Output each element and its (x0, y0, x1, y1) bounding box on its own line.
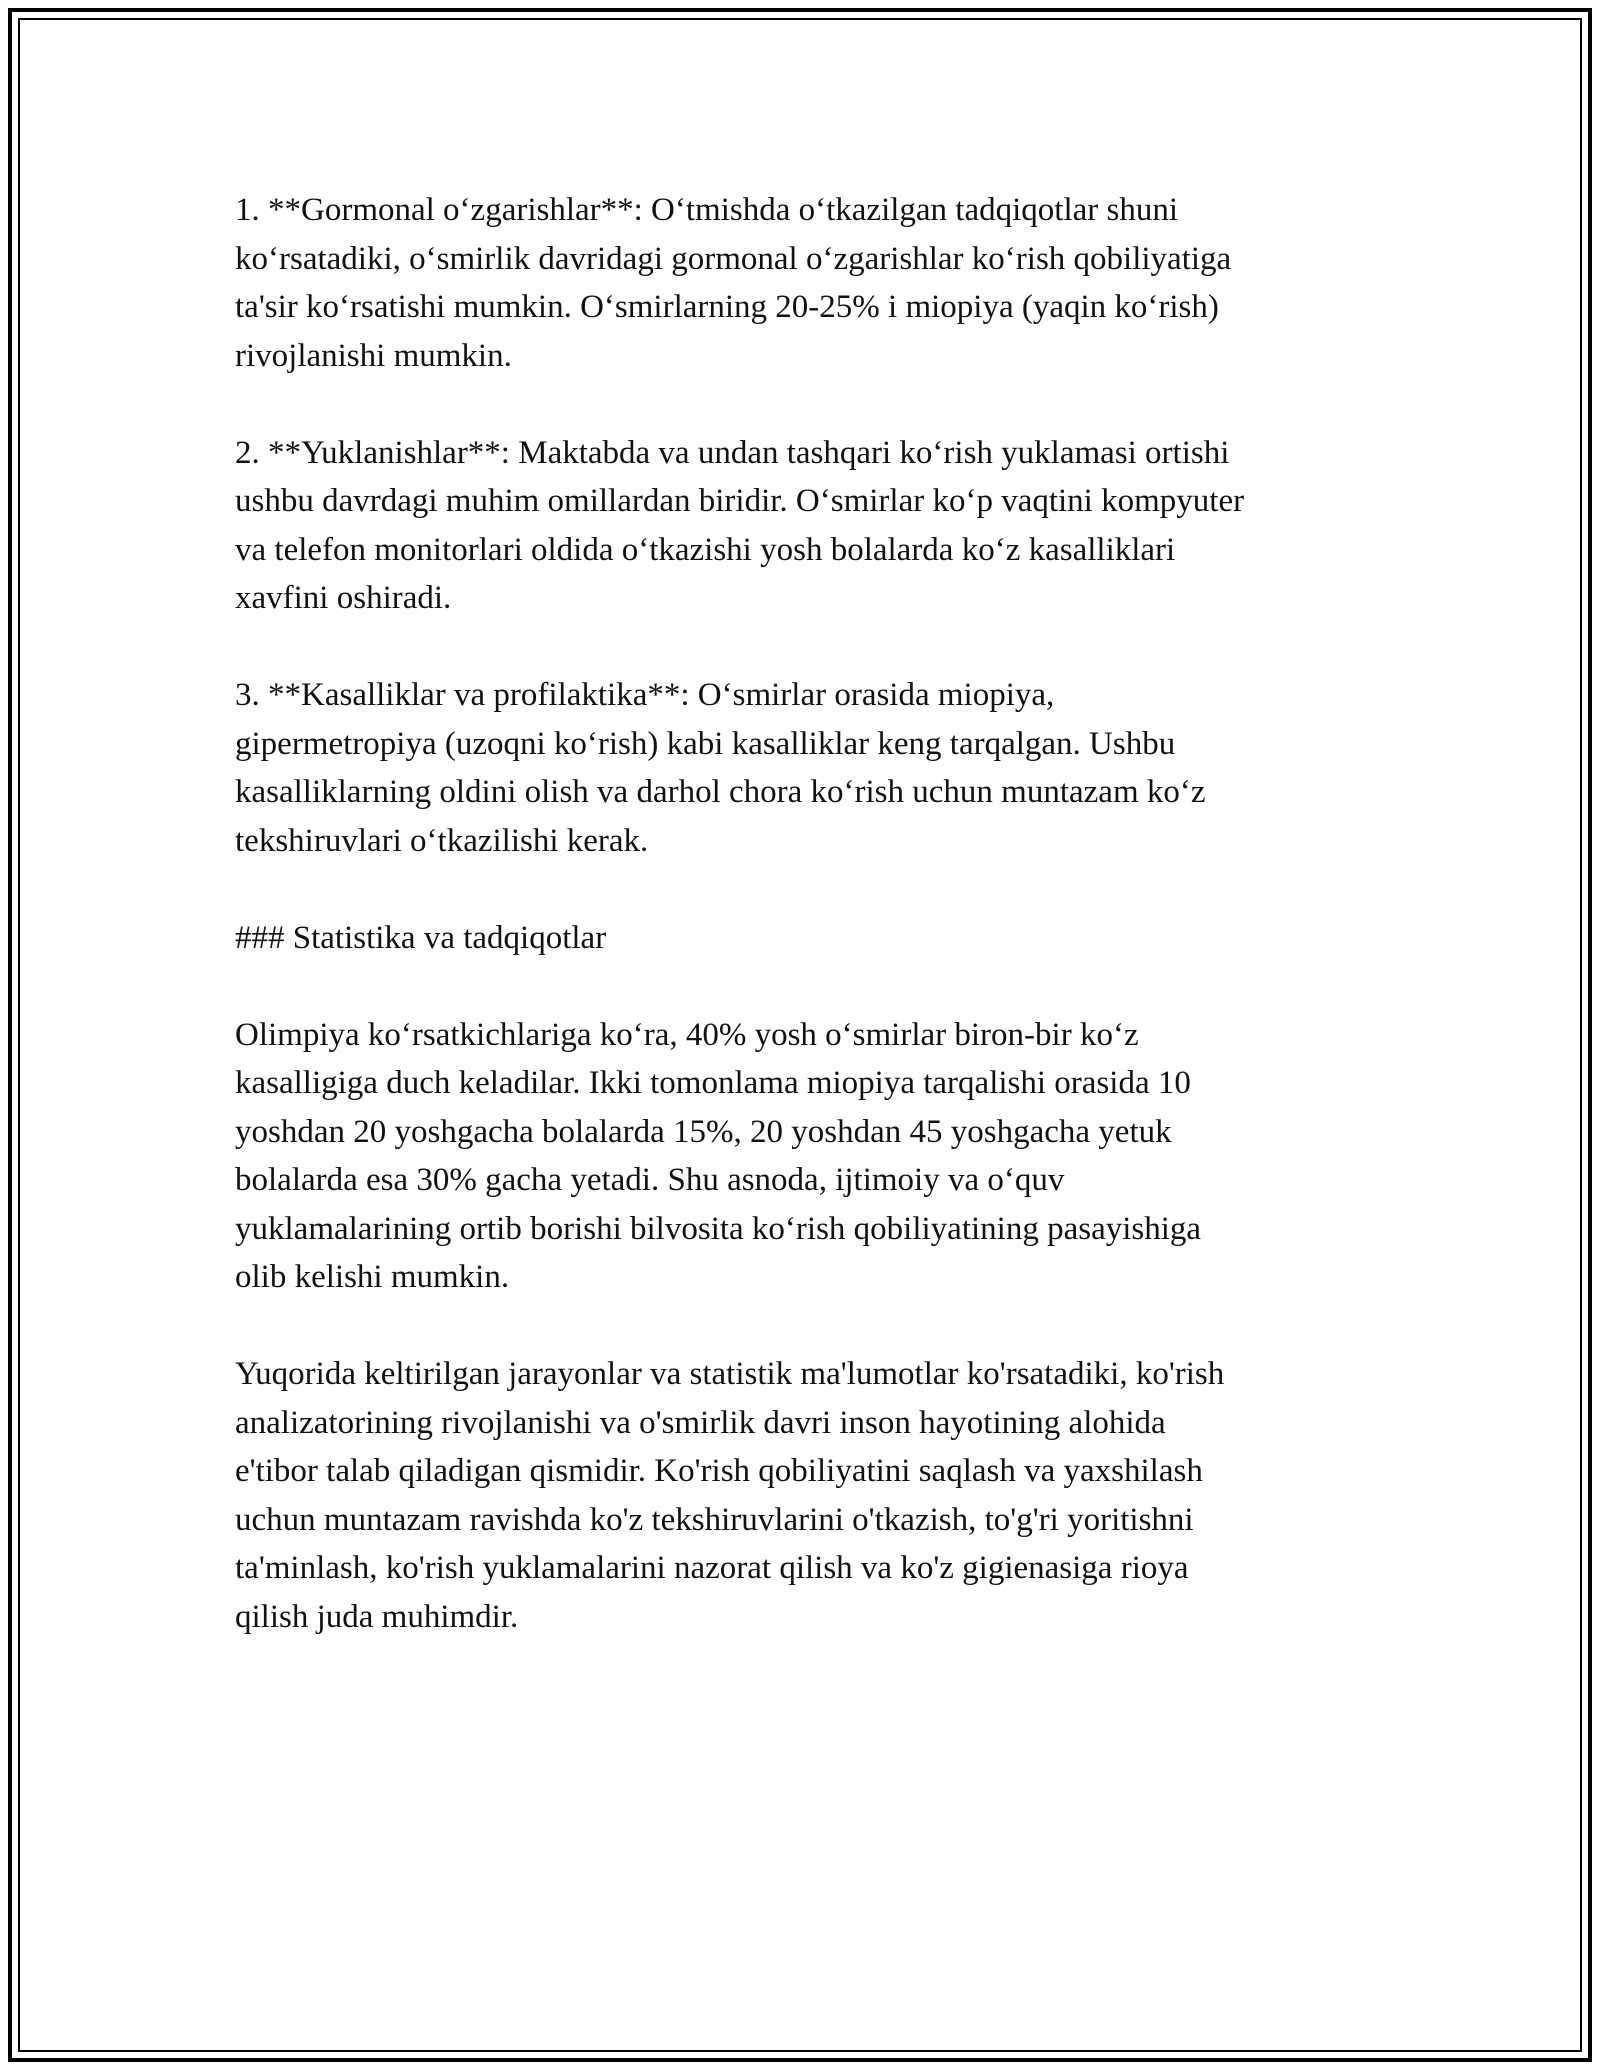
paragraph-statistics (235, 1011, 1385, 1302)
text-line: kasalligiga duch keladilar. Ikki tomonlama miopiya tarqalishi orasida 10 (235, 1065, 1191, 1101)
text-line: olib kelishi mumkin. (235, 1259, 510, 1295)
text-line: ko‘rsatadiki, o‘smirlik davridagi gormonal o‘zgarishlar ko‘rish qobiliyatiga (235, 240, 1232, 277)
text-line: Yuqorida keltirilgan jarayonlar va statistik ma'lumotlar ko'rsatadiki, ko'rish (235, 1356, 1225, 1392)
text-line: Olimpiya ko‘rsatkichlariga ko‘ra, 40% yosh o‘smirlar biron-bir ko‘z (235, 1016, 1139, 1053)
text-line: 3. **Kasalliklar va profilaktika**: O‘smirlar orasida miopiya, (235, 677, 1055, 713)
text-line: yuklamalarining ortib borishi bilvosita ko‘rish qobiliyatining pasayishiga (235, 1210, 1202, 1247)
text-line: xavfini oshiradi. (235, 580, 452, 616)
text-line: ta'minlash, ko'rish yuklamalarini nazorat qilish va ko'z gigienasiga rioya (235, 1550, 1189, 1586)
text-line: analizatorining rivojlanishi va o'smirlik davri inson hayotining alohida (235, 1404, 1166, 1441)
text-line: ushbu davrdagi muhim omillardan biridir. O‘smirlar ko‘p vaqtini kompyuter (235, 483, 1245, 519)
text-line: uchun muntazam ravishda ko'z tekshiruvlarini o'tkazish, to'g'ri yoritishni (235, 1501, 1194, 1538)
text-line: gipermetropiya (uzoqni ko‘rish) kabi kasalliklar keng tarqalgan. Ushbu (235, 725, 1176, 762)
text-line: 1. **Gormonal o‘zgarishlar**: O‘tmishda o‘tkazilgan tadqiqotlar shuni (235, 192, 1179, 228)
text-line: rivojlanishi mumkin. (235, 337, 512, 374)
text-line: ta'sir ko‘rsatishi mumkin. O‘smirlarning 20-25% i miopiya (yaqin ko‘rish) (235, 289, 1219, 325)
paragraph-hormonal-changes (235, 186, 1385, 380)
text-line: kasalliklarning oldini olish va darhol chora ko‘rish uchun muntazam ko‘z (235, 774, 1206, 810)
paragraph-conclusion (235, 1350, 1385, 1641)
document-body (235, 186, 1385, 1690)
paragraph-loads (235, 429, 1385, 623)
paragraph-diseases-prevention (235, 671, 1385, 865)
text-line: ### Statistika va tadqiqotlar (235, 919, 607, 956)
text-line: tekshiruvlari o‘tkazilishi kerak. (235, 822, 649, 859)
text-line: bolalarda esa 30% gacha yetadi. Shu asnoda, ijtimoiy va o‘quv (235, 1162, 1065, 1198)
text-line: va telefon monitorlari oldida o‘tkazishi yosh bolalarda ko‘z kasalliklari (235, 531, 1176, 568)
text-line: yoshdan 20 yoshgacha bolalarda 15%, 20 yoshdan 45 yoshgacha yetuk (235, 1113, 1172, 1150)
text-line: 2. **Yuklanishlar**: Maktabda va undan tashqari ko‘rish yuklamasi ortishi (235, 434, 1230, 471)
text-line: e'tibor talab qiladigan qismidir. Ko'rish qobiliyatini saqlash va yaxshilash (235, 1453, 1203, 1489)
section-heading-statistics (235, 914, 1385, 963)
text-line: qilish juda muhimdir. (235, 1598, 519, 1635)
